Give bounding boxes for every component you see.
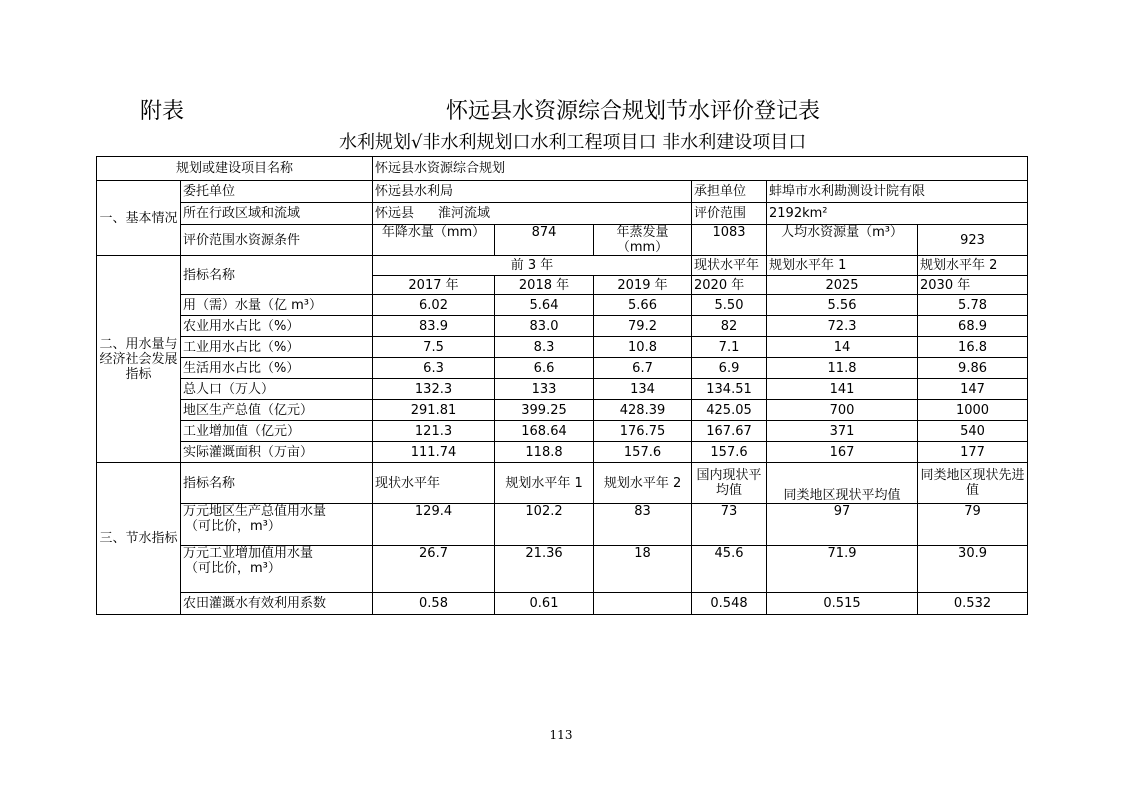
cell-value: 11.8 [767,358,918,379]
cell-value: 157.6 [594,442,692,463]
cell-value: 6.02 [373,295,495,316]
cell-value: 132.3 [373,379,495,400]
cell-value: 167.67 [692,421,767,442]
plan2-label: 规划水平年 2 [918,256,1028,276]
cell-value: 134.51 [692,379,767,400]
water-cond-label: 评价范围水资源条件 [181,225,373,256]
indicator-name: 总人口（万人） [181,379,373,400]
cell-value: 371 [767,421,918,442]
table-row [97,421,1028,442]
table-row [97,316,1028,337]
evap-label: 年蒸发量（mm） [594,225,692,256]
cell-value: 0.58 [373,593,495,615]
cell-value: 0.61 [495,593,594,615]
cell-value: 540 [918,421,1028,442]
cell-value [594,593,692,615]
year-2019: 2019 年 [594,276,692,295]
cell-value: 121.3 [373,421,495,442]
section3-header: 同类地区现状平均值 [767,463,918,504]
cell-value: 111.74 [373,442,495,463]
region-value [373,203,692,225]
indicator-name: 农业用水占比（%） [181,316,373,337]
cell-value: 425.05 [692,400,767,421]
section3-header: 国内现状平均值 [692,463,767,504]
year-2020: 2020 年 [692,276,767,295]
table-row [97,546,1028,593]
project-name-value: 怀远县水资源综合规划 [373,157,1028,181]
cell-value: 700 [767,400,918,421]
cell-value: 5.50 [692,295,767,316]
cell-value: 5.78 [918,295,1028,316]
precip-value: 874 [495,225,594,256]
cell-value: 6.3 [373,358,495,379]
cell-value: 14 [767,337,918,358]
cell-value: 97 [767,504,918,546]
cell-value: 8.3 [495,337,594,358]
section3-header: 同类地区现状先进值 [918,463,1028,504]
indicator-name: 工业用水占比（%） [181,337,373,358]
cell-value: 102.2 [495,504,594,546]
cell-value: 82 [692,316,767,337]
indicator-name [181,546,373,593]
table-row [97,504,1028,546]
cell-value: 177 [918,442,1028,463]
section3-header: 规划水平年 2 [594,463,692,504]
cell-value: 176.75 [594,421,692,442]
cell-value: 10.8 [594,337,692,358]
section1-title: 一、基本情况 [97,181,181,256]
cell-value: 21.36 [495,546,594,593]
section2-indicator-label: 指标名称 [181,256,373,295]
prev3-label: 前 3 年 [373,256,692,276]
indicator-name: 生活用水占比（%） [181,358,373,379]
cell-value: 16.8 [918,337,1028,358]
cell-value: 83.0 [495,316,594,337]
cell-value: 6.6 [495,358,594,379]
cell-value: 133 [495,379,594,400]
cell-value: 72.3 [767,316,918,337]
cell-value: 5.66 [594,295,692,316]
cell-value: 79 [918,504,1028,546]
section3-header: 现状水平年 [373,463,495,504]
cell-value: 141 [767,379,918,400]
year-2025: 2025 [767,276,918,295]
section3-header: 规划水平年 1 [495,463,594,504]
indicator-name: 用（需）水量（亿 m³） [181,295,373,316]
cell-value: 5.56 [767,295,918,316]
cell-value: 9.86 [918,358,1028,379]
section3-indicator-label: 指标名称 [181,463,373,504]
year-2030: 2030 年 [918,276,1028,295]
cell-value: 18 [594,546,692,593]
basin-name: 淮河流域 [438,206,491,221]
section2-title: 二、用水量与经济社会发展指标 [97,256,181,463]
year-2017: 2017 年 [373,276,495,295]
cell-value: 0.548 [692,593,767,615]
percap-label: 人均水资源量（m³） [767,225,918,256]
cell-value: 79.2 [594,316,692,337]
cell-value: 73 [692,504,767,546]
cell-value: 129.4 [373,504,495,546]
project-name-label: 规划或建设项目名称 [97,157,373,181]
cell-value: 168.64 [495,421,594,442]
client-label: 委托单位 [181,181,373,203]
cell-value: 68.9 [918,316,1028,337]
attachment-label: 附表 [140,99,185,124]
indicator-name: 地区生产总值（亿元） [181,400,373,421]
indicator-name: 工业增加值（亿元） [181,421,373,442]
project-type-line: 水利规划√非水利规划口水利工程项目口 非水利建设项目口 [339,132,807,153]
table-row [97,593,1028,615]
cell-value: 0.532 [918,593,1028,615]
indicator-name-main: 万元工业增加值用水量 [183,546,314,561]
cell-value: 83 [594,504,692,546]
cell-value: 399.25 [495,400,594,421]
indicator-name-sub: （可比价，m³） [185,561,281,576]
contractor-label: 承担单位 [692,181,767,203]
evap-value: 1083 [692,225,767,256]
section3-title: 三、节水指标 [97,463,181,615]
cell-value: 26.7 [373,546,495,593]
cell-value: 134 [594,379,692,400]
cell-value: 147 [918,379,1028,400]
cell-value: 167 [767,442,918,463]
current-year-label: 现状水平年 [692,256,767,276]
indicator-name: 农田灌溉水有效利用系数 [181,593,373,615]
cell-value: 157.6 [692,442,767,463]
registration-table [96,156,1028,615]
client-value: 怀远县水利局 [373,181,692,203]
table-row [97,442,1028,463]
cell-value: 71.9 [767,546,918,593]
cell-value: 291.81 [373,400,495,421]
plan1-label: 规划水平年 1 [767,256,918,276]
contractor-value: 蚌埠市水利勘测设计院有限 [767,181,1028,203]
scope-label: 评价范围 [692,203,767,225]
page-title: 怀远县水资源综合规划节水评价登记表 [446,99,821,124]
county-name: 怀远县 [375,206,415,221]
table-row [97,358,1028,379]
indicator-name: 实际灌溉面积（万亩） [181,442,373,463]
table-row [97,295,1028,316]
region-label: 所在行政区域和流域 [181,203,373,225]
indicator-name-sub: （可比价，m³） [185,519,281,534]
cell-value: 6.9 [692,358,767,379]
scope-value: 2192km² [767,203,1028,225]
cell-value: 118.8 [495,442,594,463]
cell-value: 428.39 [594,400,692,421]
cell-value: 45.6 [692,546,767,593]
percap-value: 923 [918,225,1028,256]
cell-value: 30.9 [918,546,1028,593]
table-row [97,379,1028,400]
cell-value: 5.64 [495,295,594,316]
cell-value: 0.515 [767,593,918,615]
table-row [97,337,1028,358]
cell-value: 7.5 [373,337,495,358]
indicator-name [181,504,373,546]
year-2018: 2018 年 [495,276,594,295]
cell-value: 1000 [918,400,1028,421]
cell-value: 6.7 [594,358,692,379]
page-number: 113 [549,728,573,742]
cell-value: 7.1 [692,337,767,358]
indicator-name-main: 万元地区生产总值用水量 [183,504,327,519]
precip-label: 年降水量（mm） [373,225,495,256]
table-row [97,400,1028,421]
cell-value: 83.9 [373,316,495,337]
